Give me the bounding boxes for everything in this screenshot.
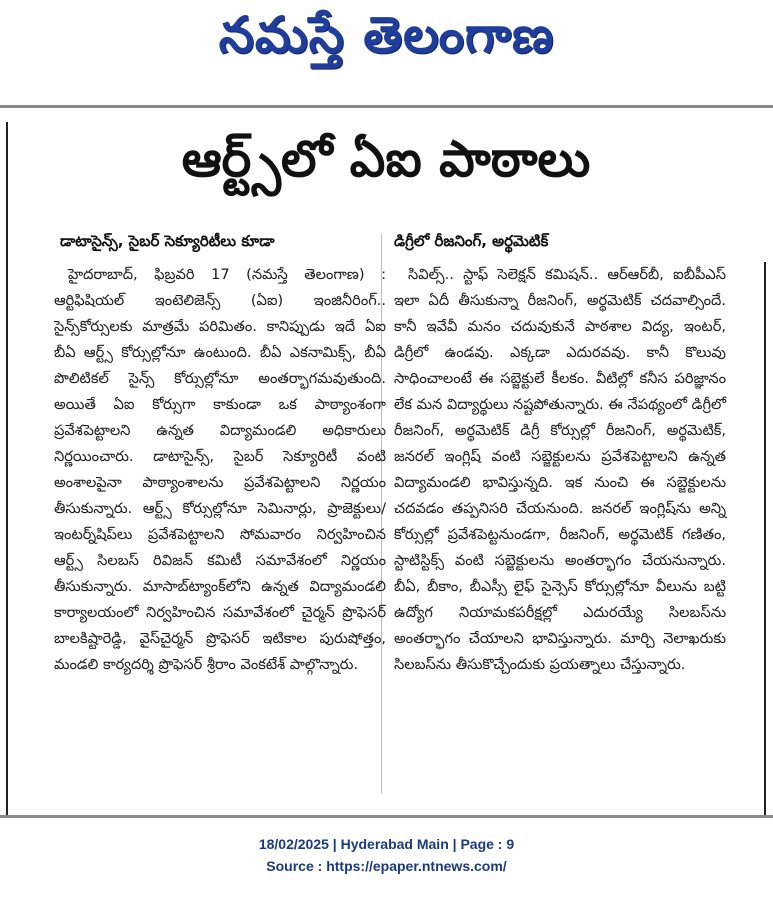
masthead-divider [0,105,773,108]
footer-divider [0,815,773,818]
masthead [0,0,773,104]
article-clipping [6,122,766,817]
footer [0,833,773,877]
clipping-left-border [6,122,8,817]
article-body-right: సివిల్స్.. స్టాఫ్ సెలెక్షన్ కమిషన్.. ఆర్‌ఆర్‌బీ, ఐబీపీఎస్ ఇలా ఏదీ తీసుకున్నా రీజనింగ్, అర్థమెటిక్ చదవాల్సిందే. కానీ ఇవేవీ మనం చదువుకునే పాఠశాల విద్య, ఇంటర్, డిగ్రీలో ఉండవు. ఎక్కడా ఎదురవవు. కానీ కొలువు సాధించాలంటే ఈ సబ్జెక్టులే కీలకం. వీటిల్లో కనీస పరిజ్ఞానం లేక మన విద్యార్థులు నష్టపోతున్నారు. ఈ నేపథ్యంలో డిగ్రీలో రీజనింగ్, అర్థమెటిక్ డిగ్రీ కోర్సుల్లో రీజనింగ్, అర్థమెటిక్, జనరల్ ఇంగ్లిష్ వంటి సబ్జెక్టులను ప్రవేశపెట్టాలని ఉన్నత విద్యామండలి భావిస్తున్నది. ఇక నుంచి ఈ సబ్జెక్టులను చదవడం తప్పనిసరి చేయనుంది. జనరల్ ఇంగ్లిష్‌ను అన్ని కోర్సుల్లో ప్రవేశపెట్టనుండగా, రీజనింగ్, అర్థమెటిక్ గణితం, స్టాటిస్టిక్స్ వంటి సబ్జెక్టులను అంతర్భాగం చేయనున్నారు. బీఏ, బీకాం, బీఎస్సీ లైఫ్ సైన్సెస్ కోర్సుల్లోనూ వీలును బట్టి ఉద్యోగ నియామకపరీక్షల్లో ఎదురయ్యే సిలబస్‌ను అంతర్భాగం చేయాలని భావిస్తున్నారు. మార్చి నెలాఖరుకు సిలబస్‌ను తీసుకొచ్చేందుకు ప్రయత్నాలు చేస్తున్నారు. [394,266,727,673]
article-body-left: హైదరాబాద్, ఫిబ్రవరి 17 (నమస్తే తెలంగాణ) : ఆర్టిఫిషియల్ ఇంటెలిజెన్స్ (ఏఐ) ఇంజినీరింగ్.. సైన్స్‌కోర్సులకు మాత్రమే పరిమితం. కానిప్పుడు ఇదే ఏఐ బీఏ ఆర్ట్స్ కోర్సుల్లోనూ ఉంటుంది. బీఏ ఎకనామిక్స్, బీఏ పొలిటికల్ సైన్స్ కోర్సుల్లోనూ అంతర్భాగమవుతుంది. అయితే ఏఐ కోర్సుగా కాకుండా ఒక పాఠ్యాంశంగా ప్రవేశపెట్టాలని ఉన్నత విద్యామండలి అధికారులు నిర్ణయించారు. డాటాసైన్స్, సైబర్ సెక్యూరిటీ వంటి అంశాలపైనా పాఠ్యాంశాలను ప్రవేశపెట్టాలని నిర్ణయం తీసుకున్నారు. ఆర్ట్స్ కోర్సుల్లోనూ సెమినార్లు, ప్రాజెక్టులు/ ఇంటర్న్‌షిప్‌లు ప్రవేశపెట్టాలని సోమవారం నిర్వహించిన ఆర్ట్స్ సిలబస్ రివిజన్ కమిటీ సమావేశంలో నిర్ణయం తీసుకున్నారు. మాసాబ్‌ట్యాంక్‌లోని ఉన్నత విద్యామండలి కార్యాలయంలో నిర్వహించిన సమావేశంలో చైర్మన్ ప్రొఫెసర్ బాలకిష్టారెడ్డి, వైస్‌చైర్మన్ ప్రొఫెసర్ ఇటికాల పురుషోత్తం, మండలి కార్యదర్శి ప్రొఫెసర్ శ్రీరాం వెంకటేశ్ పాల్గొన్నారు. [54,266,386,673]
clipping-right-border [764,262,766,817]
article-column-right [394,262,726,678]
subheading-left: డాటాసైన్స్, సైబర్ సెక్యూరిటీలు కూడా [60,232,275,250]
article-headline: ఆర్ట్స్‌లో ఏఐ పాఠాలు [181,130,591,188]
publication-info: 18/02/2025 | Hyderabad Main | Page : 9 [258,836,515,852]
newspaper-logo: నమస్తే తెలంగాణ [218,6,555,64]
source-link[interactable]: Source : https://epaper.ntnews.com/ [266,858,507,874]
subheading-right: డిగ్రీలో రీజనింగ్, అర్థమెటిక్ [394,232,549,250]
article-column-left [54,262,386,678]
